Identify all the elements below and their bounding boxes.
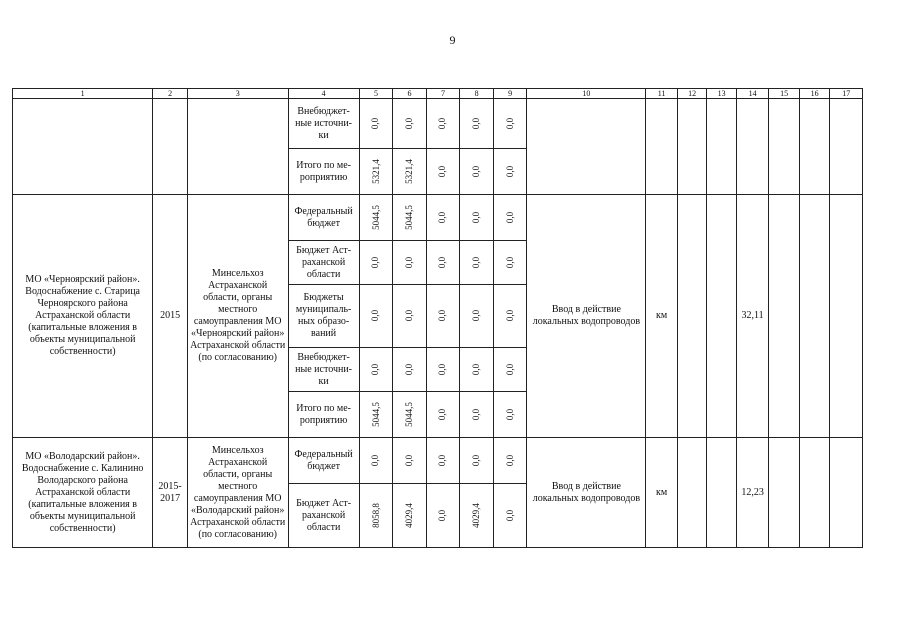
column-number: 15 <box>769 89 800 99</box>
value-cell: 0,0 <box>359 348 393 392</box>
value-cell: 5321,4 <box>393 149 427 195</box>
funding-source: Итого по ме-роприятию <box>288 149 359 195</box>
value-cell: 0,0 <box>426 241 460 285</box>
value-cell: 5044,5 <box>393 392 427 438</box>
table-row <box>13 195 863 241</box>
value-cell: 5321,4 <box>359 149 393 195</box>
funding-source: Бюджет Аст-раханской области <box>288 241 359 285</box>
value-cell: 0,0 <box>493 438 527 484</box>
indicator-cell <box>527 99 646 195</box>
value-cell: 0,0 <box>393 99 427 149</box>
table-row <box>13 438 863 484</box>
column-number: 10 <box>527 89 646 99</box>
funding-source: Бюджеты муниципаль-ных образо-ваний <box>288 285 359 348</box>
value-cell: 0,0 <box>493 149 527 195</box>
value-cell: 0,0 <box>493 484 527 548</box>
value-cell: 0,0 <box>426 392 460 438</box>
target-value-cell <box>736 99 769 195</box>
years-cell <box>153 99 188 195</box>
value-cell: 0,0 <box>460 438 494 484</box>
value-cell: 0,0 <box>460 285 494 348</box>
value-cell: 0,0 <box>426 99 460 149</box>
table-row <box>13 99 863 149</box>
value-cell: 5044,5 <box>359 195 393 241</box>
value-cell: 0,0 <box>493 285 527 348</box>
column-number: 16 <box>799 89 830 99</box>
column-number: 11 <box>646 89 678 99</box>
unit-cell: км <box>646 195 678 438</box>
value-cell: 0,0 <box>359 285 393 348</box>
column-number: 17 <box>830 89 863 99</box>
page-number: 9 <box>449 33 456 47</box>
project-cell: МО «Володарский район». Водоснабжение с. Калинино Володарского района Астраханской области (капитальные вложения в объекты муниципальной собственности) <box>13 438 153 548</box>
indicator-cell: Ввод в действие локальных водопроводов <box>527 195 646 438</box>
column-number: 5 <box>359 89 393 99</box>
project-cell: МО «Черноярский район». Водоснабжение с. Старица Черноярского района Астраханской области (капитальные вложения в объекты муниципальной собственности) <box>13 195 153 438</box>
value-cell: 0,0 <box>426 348 460 392</box>
column-number: 13 <box>707 89 736 99</box>
program-table <box>12 88 863 548</box>
project-cell <box>13 99 153 195</box>
value-cell: 0,0 <box>460 195 494 241</box>
value-cell: 5044,5 <box>393 195 427 241</box>
funding-source: Внебюджет-ные источни-ки <box>288 348 359 392</box>
value-cell: 0,0 <box>460 99 494 149</box>
value-cell: 5044,5 <box>359 392 393 438</box>
value-cell: 0,0 <box>393 241 427 285</box>
value-cell: 0,0 <box>426 285 460 348</box>
value-cell: 0,0 <box>426 195 460 241</box>
funding-source: Итого по ме-роприятию <box>288 392 359 438</box>
column-number: 12 <box>677 89 706 99</box>
value-cell: 0,0 <box>493 99 527 149</box>
column-number: 1 <box>13 89 153 99</box>
value-cell: 0,0 <box>493 392 527 438</box>
column-number: 2 <box>153 89 188 99</box>
value-cell: 0,0 <box>460 348 494 392</box>
funding-source: Федеральный бюджет <box>288 195 359 241</box>
funding-source: Внебюджет-ные источни-ки <box>288 99 359 149</box>
value-cell: 0,0 <box>493 195 527 241</box>
column-number: 7 <box>426 89 460 99</box>
value-cell: 0,0 <box>460 149 494 195</box>
value-cell: 4029,4 <box>460 484 494 548</box>
value-cell: 0,0 <box>359 99 393 149</box>
column-number: 8 <box>460 89 494 99</box>
funding-source: Федеральный бюджет <box>288 438 359 484</box>
column-number: 14 <box>736 89 769 99</box>
indicator-cell: Ввод в действие локальных водопроводов <box>527 438 646 548</box>
executor-cell: Минсельхоз Астраханской области, органы местного самоуправления МО «Черноярский район» Астраханской области (по согласованию) <box>187 195 288 438</box>
value-cell: 0,0 <box>460 241 494 285</box>
unit-cell: км <box>646 438 678 548</box>
column-number: 4 <box>288 89 359 99</box>
target-value-cell: 12,23 <box>736 438 769 548</box>
value-cell: 0,0 <box>426 438 460 484</box>
value-cell: 0,0 <box>359 438 393 484</box>
value-cell: 8058,8 <box>359 484 393 548</box>
years-cell: 2015 <box>153 195 188 438</box>
funding-source: Бюджет Аст-раханской области <box>288 484 359 548</box>
value-cell: 0,0 <box>493 348 527 392</box>
value-cell: 0,0 <box>460 392 494 438</box>
unit-cell <box>646 99 678 195</box>
value-cell: 0,0 <box>359 241 393 285</box>
target-value-cell: 32,11 <box>736 195 769 438</box>
value-cell: 0,0 <box>493 241 527 285</box>
column-number: 3 <box>187 89 288 99</box>
value-cell: 0,0 <box>426 149 460 195</box>
value-cell: 0,0 <box>426 484 460 548</box>
value-cell: 0,0 <box>393 285 427 348</box>
value-cell: 0,0 <box>393 438 427 484</box>
years-cell: 2015-2017 <box>153 438 188 548</box>
value-cell: 4029,4 <box>393 484 427 548</box>
value-cell: 0,0 <box>393 348 427 392</box>
column-number: 6 <box>393 89 427 99</box>
executor-cell: Минсельхоз Астраханской области, органы местного самоуправления МО «Володарский район» Астраханской области (по согласованию) <box>187 438 288 548</box>
column-number-row <box>13 89 863 99</box>
column-number: 9 <box>493 89 527 99</box>
executor-cell <box>187 99 288 195</box>
